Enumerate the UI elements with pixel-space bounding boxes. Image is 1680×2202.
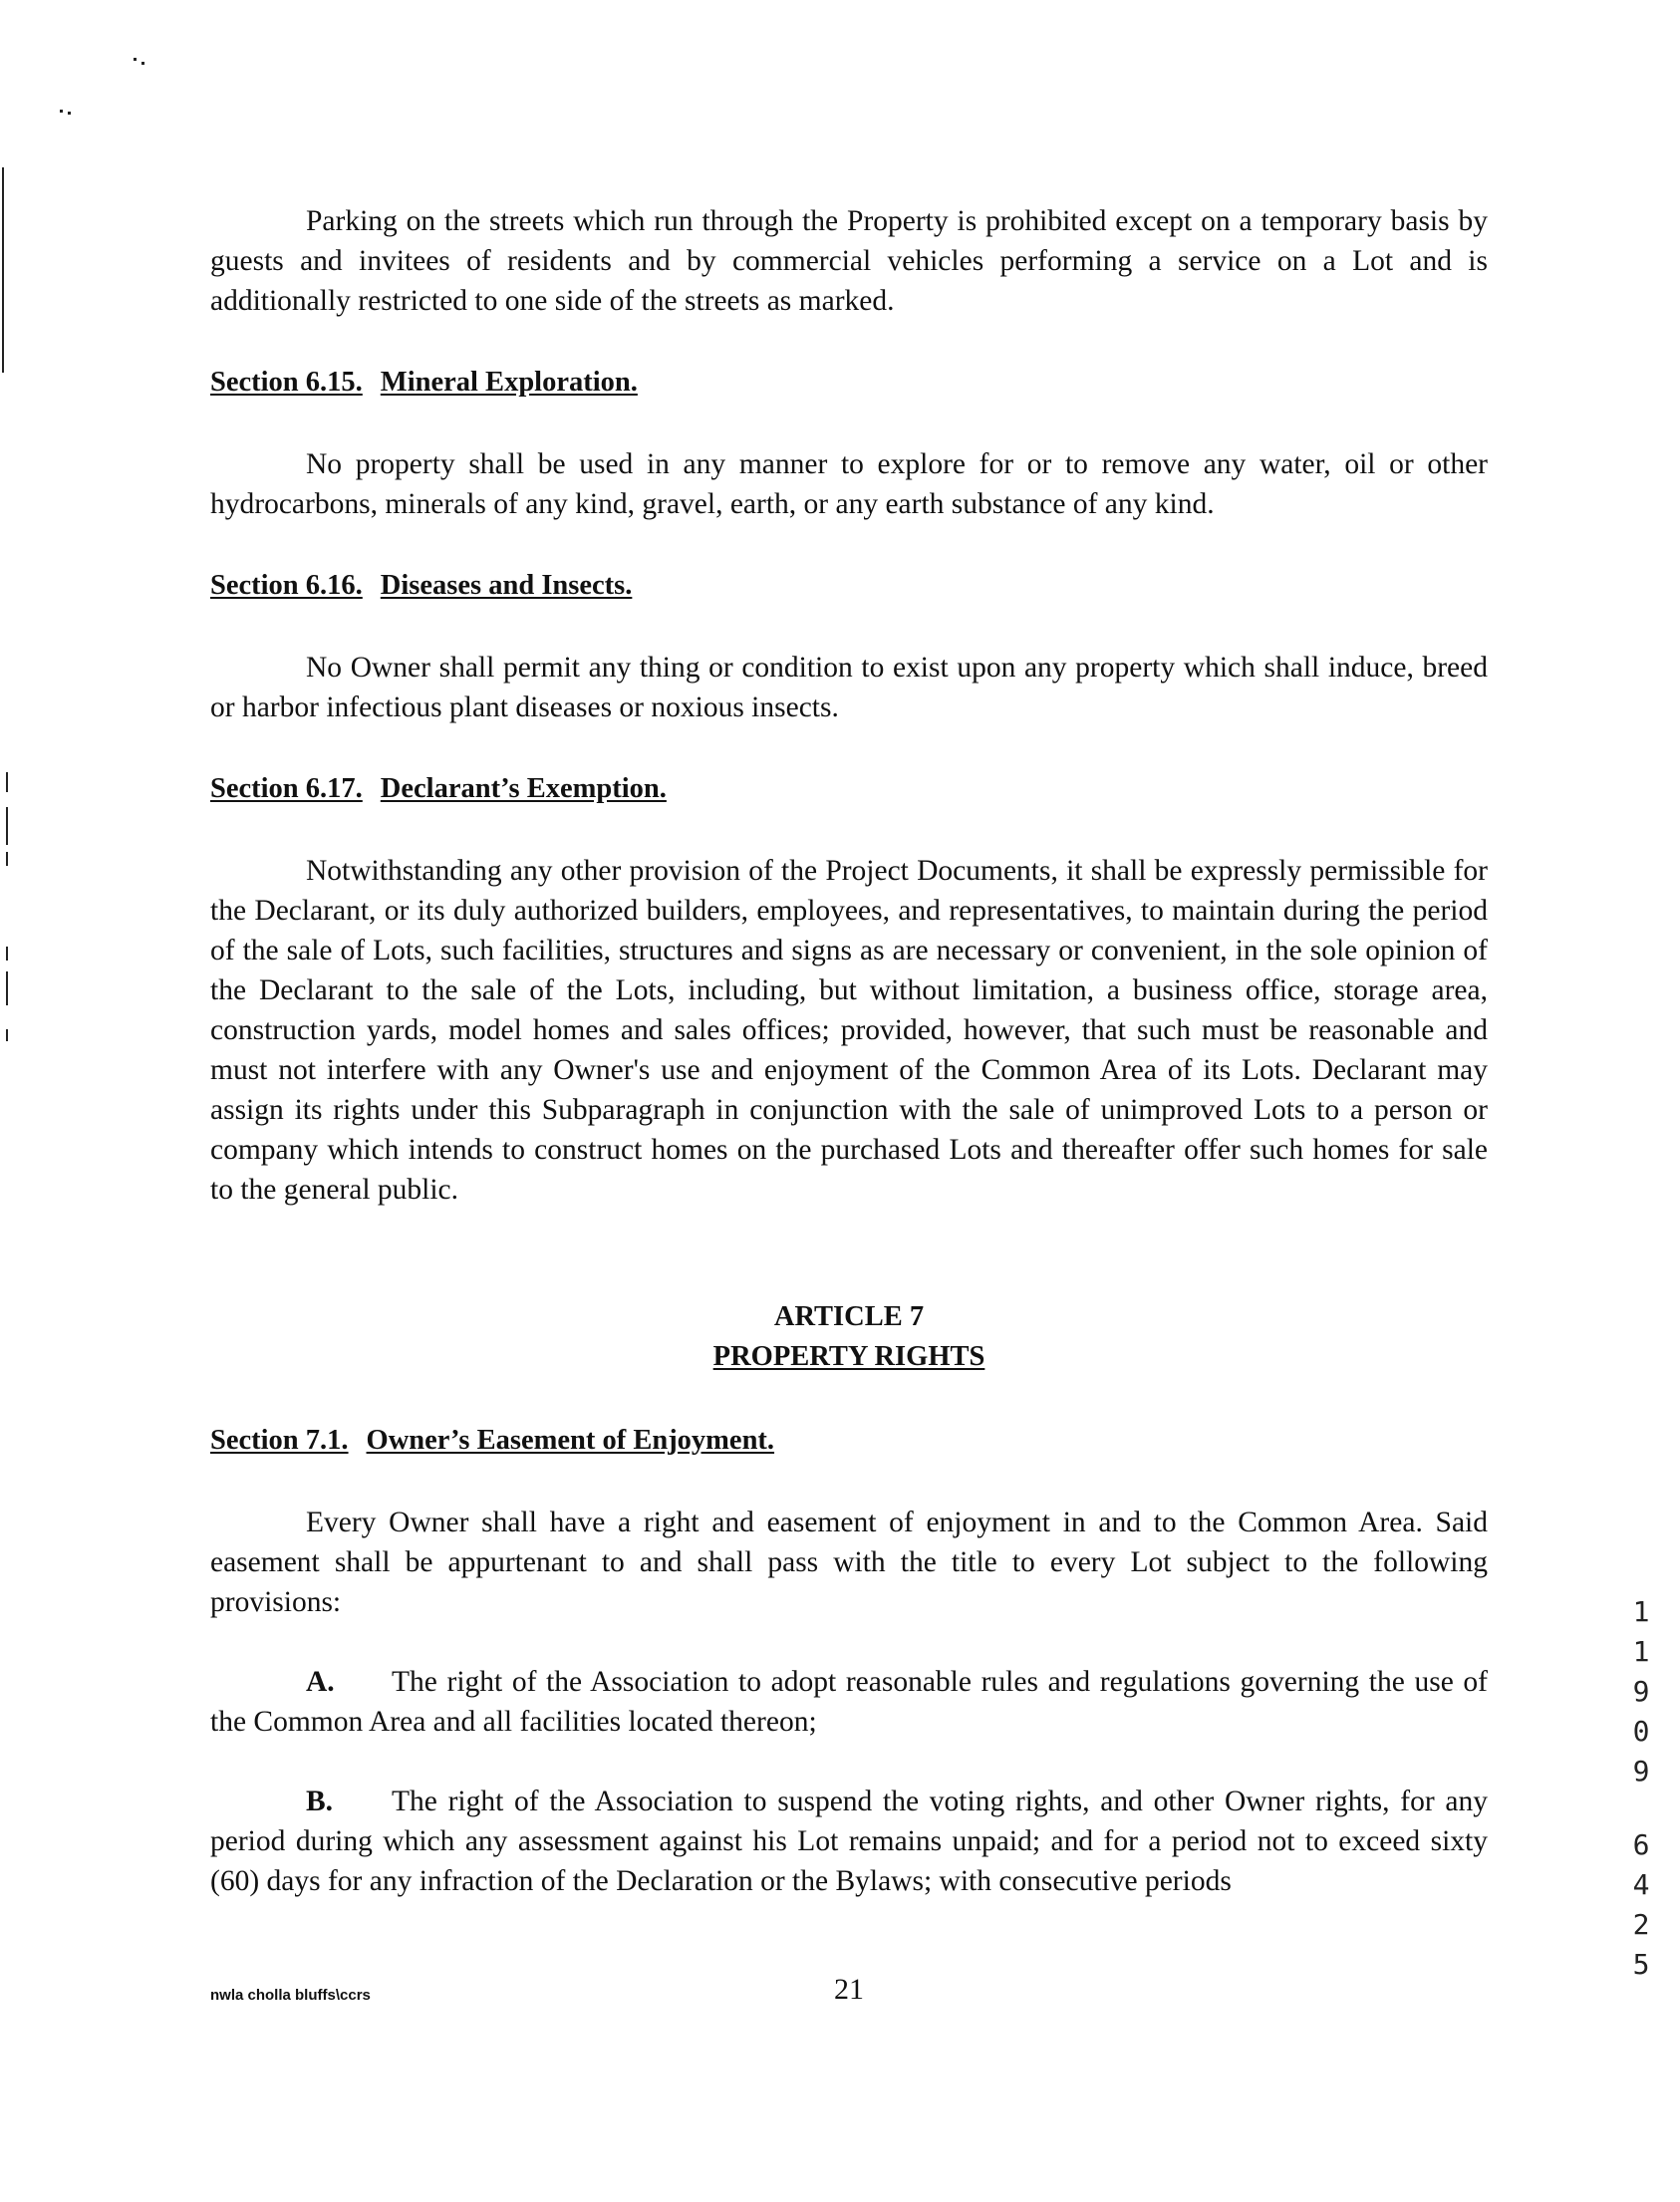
- stamp-digit: 5: [1632, 1948, 1650, 1981]
- list-item-text: The right of the Association to suspend the voting rights, and other Owner rights, for any period during which any assessment against his Lot remains unpaid; and for a period not to exceed sixty (60) days for any infraction of the Declaration or the Bylaws; with consecutive periods: [210, 1786, 1488, 1897]
- section-7-1-heading: [210, 1423, 1488, 1459]
- stamp-digit: 4: [1632, 1868, 1650, 1901]
- recording-number-stamp: [1626, 1592, 1656, 1985]
- section-number: Section 7.1.: [210, 1425, 349, 1456]
- section-6-15-text: No property shall be used in any manner to explore for or to remove any water, oil or other hydrocarbons, minerals of any kind, gravel, earth, or any earth substance of any kind.: [210, 448, 1488, 520]
- section-6-16-text: No Owner shall permit any thing or condition to exist upon any property which shall induce, breed or harbor infectious plant diseases or noxious insects.: [210, 652, 1488, 723]
- parking-paragraph: Parking on the streets which run through the Property is prohibited except on a temporary basis by guests and invitees of residents and by commercial vehicles performing a service on a Lot and is additionally restricted to one side of the streets as marked.: [210, 205, 1488, 317]
- document-page: [210, 201, 1488, 1901]
- section-6-16-heading: [210, 568, 1488, 604]
- scan-dot: [60, 110, 63, 113]
- scan-edge-tick: [6, 947, 8, 961]
- list-item-b: [210, 1782, 1488, 1901]
- list-item-text: The right of the Association to adopt reasonable rules and regulations governing the use of the Common Area and all facilities located thereon;: [210, 1666, 1488, 1738]
- section-title: Diseases and Insects.: [380, 570, 633, 601]
- stamp-digit: 1: [1632, 1635, 1650, 1668]
- scan-edge-tick: [6, 807, 8, 845]
- stamp-digit: 9: [1632, 1755, 1650, 1788]
- scan-dot: [141, 62, 144, 65]
- list-letter: B.: [306, 1786, 334, 1817]
- section-6-17-text: Notwithstanding any other provision of the Project Documents, it shall be expressly permissible for the Declarant, or its duly authorized builders, employees, and representatives, to maintain during the period of the sale of Lots, such facilities, structures and signs as are necessary or convenient, in the sole opinion of the Declarant to the sale of the Lots, including, but without limitation, a business office, storage area, construction yards, model homes and sales offices; provided, however, that such must be reasonable and must not interfere with any Owner's use and enjoyment of the Common Area of its Lots. Declarant may assign its rights under this Subparagraph in conjunction with the sale of unimproved Lots to a person or company which intends to construct homes on the purchased Lots and thereafter offer such homes for sale to the general public.: [210, 855, 1488, 1206]
- scan-dot: [68, 112, 71, 115]
- article-title: PROPERTY RIGHTS: [712, 1341, 985, 1372]
- scan-dot: [134, 58, 137, 61]
- stamp-digit: 6: [1632, 1828, 1650, 1861]
- section-6-17-heading: [210, 771, 1488, 807]
- section-number: Section 6.17.: [210, 773, 363, 804]
- scan-edge-tick: [6, 1029, 8, 1041]
- list-letter: A.: [306, 1666, 335, 1698]
- stamp-digit: 0: [1632, 1715, 1650, 1748]
- section-title: Mineral Exploration.: [380, 367, 638, 398]
- stamp-digit: 2: [1632, 1908, 1650, 1941]
- scan-edge-line: [2, 167, 4, 373]
- stamp-digit: 1: [1632, 1595, 1650, 1628]
- section-title: Owner’s Easement of Enjoyment.: [366, 1425, 775, 1456]
- scan-edge-tick: [6, 971, 8, 1005]
- section-6-15-heading: [210, 365, 1488, 401]
- page-footer: [210, 1973, 1488, 2013]
- section-number: Section 6.16.: [210, 570, 363, 601]
- page-number: 21: [834, 1973, 864, 2006]
- section-number: Section 6.15.: [210, 367, 363, 398]
- section-7-1-text: Every Owner shall have a right and easement of enjoyment in and to the Common Area. Said easement shall be appurtenant to and shall pass with the title to every Lot subject to the following provisions:: [210, 1507, 1488, 1618]
- article-number: ARTICLE 7: [773, 1301, 925, 1332]
- file-reference: nwla cholla bluffs\ccrs: [210, 1987, 371, 2004]
- section-title: Declarant’s Exemption.: [380, 773, 667, 804]
- article-heading: [210, 1297, 1488, 1377]
- scan-edge-tick: [6, 772, 8, 792]
- list-item-a: [210, 1662, 1488, 1742]
- stamp-digit: 9: [1632, 1675, 1650, 1708]
- scan-edge-tick: [6, 852, 8, 866]
